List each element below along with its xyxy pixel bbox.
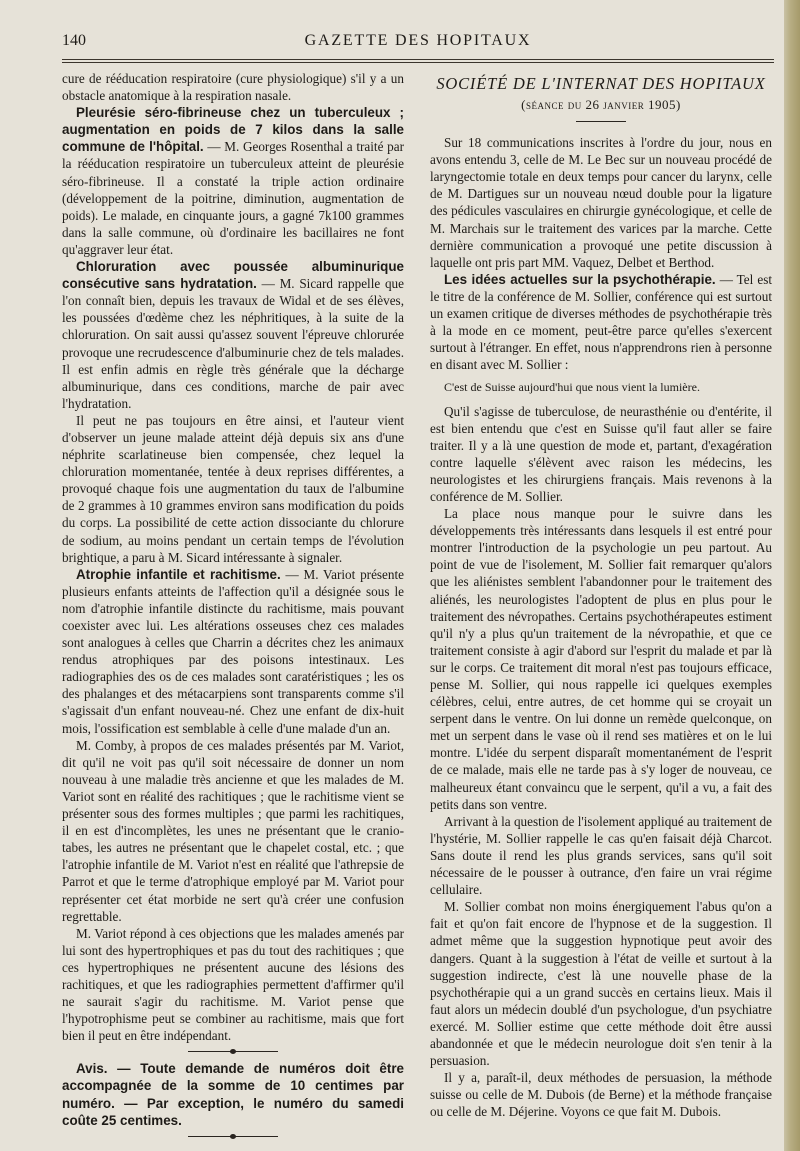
society-title: SOCIÉTÉ DE L'INTERNAT DES HOPITAUX [436, 74, 766, 93]
paragraph [62, 737, 404, 925]
paragraph [430, 505, 772, 813]
page-header [62, 26, 774, 56]
paragraph [430, 898, 772, 1069]
paragraph-text: Il y a, paraît-il, deux méthodes de persuasion, la méthode suisse ou celle de M. Dubois (de Berne) et la méthode française ou celle de M. Déjerine. Voyons ce que fait M. Dubois. [430, 1070, 772, 1120]
paragraph [62, 70, 404, 104]
paragraph-text: Qu'il s'agisse de tuberculose, de neurasthénie ou d'entérite, il est bien entendu que c'est en Suisse qu'il faut aller se faire traiter. Il y a là une question de mode et, partant, d'exagération contre laquelle s'élèvent avec raison les médecins, les neurologistes et les chirurgiens français. Mais revenons à la conférence de M. Sollier. [430, 403, 772, 504]
left-column [62, 70, 404, 1145]
paragraph [62, 104, 404, 258]
page-edge [784, 0, 800, 1151]
header-rule [62, 59, 774, 60]
header-rule [62, 62, 774, 63]
paragraph [62, 412, 404, 566]
paragraph-text: — M. Variot présente plusieurs enfants atteints de l'affection qu'il a désignée sous le nom d'atrophie infantile distincte du rachitisme, mais pouvant coexister avec lui. Les altérations osseuses chez ces malades sont analogues à celles que Charrin a décrites chez les animaux rendus atrophiques par des poisons intestinaux. Les radiographies des os de ces malades sont caratéristiques ; les os des phalanges et des métacarpiens sont transparents comme s'il s'agissait d'un enfant nouveau-né. Chez une enfant de dix-huit mois, l'ossification est semblable à celle d'une malade d'un an. [62, 566, 405, 736]
paragraph-text: Il peut ne pas toujours en être ainsi, et l'auteur vient d'observer un jeune malade atteint déjà depuis six ans d'une néphrite scarlatineuse bien compensée, chez lequel la chloruration momentanée, tentée à deux reprises différentes, a provoqué chaque fois une augmentation du taux de l'albumine de 2 grammes à 10 grammes environ sans modification du poids du corps. La possibilité de cette action dissociante du chlorure de sodium, au moins pendant un certain temps de l'évolution brightique, a paru à M. Sicard intéressante à signaler. [62, 412, 404, 565]
quotation: C'est de Suisse aujourd'hui que nous vient la lumière. [444, 380, 700, 395]
paragraph-text: — Tel est le titre de la conférence de M. Sollier, conférence qui est surtout un examen critique de diverses méthodes de psychothérapie très à la mode en ce moment, peut-être parce qu'elles s'exercent surtout à l'étranger. En effet, nous n'apprendrons rien à personne en disant avec M. Sollier : [430, 271, 773, 373]
paragraph [430, 134, 772, 271]
paragraph-text: Sur 18 communications inscrites à l'ordre du jour, nous en avons entendu 3, celle de M. Le Bec sur un nouveau procédé de laryngectomie totale en deux temps pour cancer du larynx, celle de M. Dartigues sur un nouveau nœud double pour la ligature des pédicules vasculaires en chirurgie gynécologique, et celle de M. Marchais sur le traitement des varices par la marche. Cette dernière communication a provoqué une petite discussion à laquelle ont pris part MM. Vaquez, Delbet et Berthod. [430, 135, 772, 270]
paragraph [430, 403, 772, 506]
paragraph-text: M. Comby, à propos de ces malades présentés par M. Variot, dit qu'il ne voit pas qu'il soit nécessaire de donner un nom nouveau à une maladie très ancienne et que les malades de M. Variot sont en réalité des rachitiques ; que le rachitisme vient se présenter sous des formes multiples ; que parmi les rachitiques, il en est d'incomplètes, les unes ne présentant que le cranio-tabes, les autres ne présentant que le chapelet costal, etc. ; que l'atrophie infantile de M. Variot n'est en réalité que l'athrepsie de Parrot et que le terme d'atrophique employé par M. Variot pour représenter cet état morbide ne sert qu'à créer une confusion regrettable. [62, 737, 404, 924]
paragraph [62, 566, 404, 737]
paragraph-text: Avis. — Toute demande de numéros doit être accompagnée de la somme de 10 centimes par numéro. — Par exception, le numéro du samedi coûte 25 centimes. [62, 1061, 404, 1128]
running-title: GAZETTE DES HOPITAUX [304, 32, 532, 49]
paragraph-text: M. Sollier combat non moins énergiquement l'abus qu'on a fait et qu'on fait encore de l'hypnose et de la suggestion. Il admet même que la suggestion hypnotique peut avoir des dangers. Quant à la suggestion à l'état de veille et surtout à la suggestion indirecte, c'est là une nouvelle phase de la psychothérapie qui a un grand succès en certains lieux. Mais il faut alors un médecin doublé d'un psychologue, d'un psychiatre exercé. M. Sollier estime que cette méthode doit être aussi abandonnée et que le médecin neurologue doit s'en tenir à la persuasion. [430, 899, 772, 1069]
section-heading: Pleurésie séro-fibrineuse chez un tuberculeux ; augmentation en poids de 7 kilos dans la salle commune de l'hôpital. [62, 105, 404, 155]
section-heading: Les idées actuelles sur la psychothérapie. [444, 271, 716, 287]
right-column [430, 70, 772, 1120]
right-column-body [430, 134, 772, 1120]
paragraph [62, 925, 404, 1045]
section-heading: Chloruration avec poussée albuminurique consécutive sans hydratation. [62, 259, 404, 292]
paragraph [62, 258, 404, 412]
paragraph-text: — M. Sicard rappelle que l'on connaît bien, depuis les travaux de Widal et de ses élèves, les poussées d'œdème chez les néphritiques, à la suite de la chloruration. On sait aussi qu'assez souvent l'épreuve chlorurée provoque une recrudescence d'albuminurie chez de tels malades. Il est enfin admis en règle très générale que la décharge albuminurique, dans ces conditions, marche de pair avec l'hydratation. [62, 276, 405, 411]
paragraph [430, 271, 772, 374]
paragraph-text: M. Variot répond à ces objections que les malades amenés par lui sont des hypertrophiques et pas du tout des rachitiques ; que ces hypertrophiques ne présentent aucune des lésions des rachitiques, et que les radiographies permettent d'affirmer qu'il ne saurait s'agir du rachitisme. M. Variot pense que l'hypotrophisme peut se combiner au rachitisme, mais que fort bien il peut en être indépendant. [62, 925, 404, 1044]
section-heading: Atrophie infantile et rachitisme. [76, 566, 281, 582]
paragraph-text: cure de rééducation respiratoire (cure physiologique) s'il y a un obstacle anatomique à la respiration nasale. [62, 71, 404, 104]
page-number: 140 [62, 32, 86, 49]
paragraph-text: — M. Georges Rosenthal a traité par la rééducation respiratoire un tuberculeux atteint de pleurésie séro-fibrineuse. Il a constaté la triple action ordinaire (développement de la poitrine, diminution, augmentation de poids). Le malade, en cinquante jours, a gagné 7k100 grammes dans la salle commune, où d'ordinaire les bacillaires ne font qu'aggraver leur état. [62, 139, 404, 257]
paragraph-text: Arrivant à la question de l'isolement appliqué au traitement de l'hystérie, M. Sollier rappelle le cas qu'en faisait déjà Charcot. Sans doute il rend les plus grands services, sans qu'il soit nécessaire de le pousser à outrance, d'en faire un vrai régime cellulaire. [430, 813, 772, 898]
title-rule [576, 121, 626, 122]
paragraph [430, 1069, 772, 1120]
paragraph [430, 813, 772, 898]
separator-ornament [188, 1051, 278, 1052]
separator-ornament [188, 1136, 278, 1137]
session-date: (séance du 26 janvier 1905) [521, 97, 681, 112]
paragraph [62, 1060, 404, 1128]
paragraph-text: La place nous manque pour le suivre dans les développements très intéressants dans lesquels il est entré pour montrer l'introduction de la psychologie un peu partout. Au point de vue de l'isolement, M. Sollier fait remarquer qu'alors que les aliénistes semblent l'abandonner pour le traitement des aliénés, les neurologistes l'adoptent de plus en plus pour le traitement des névropathes. Certains psychothérapeutes estiment qu'il n'y a plus qu'un traitement de la névropathie, et que ce traitement consiste à agir d'abord sur l'esprit du malade et par là sur le corps. Ce traitement dit moral n'est pas toujours efficace, pense M. Sollier, qui nous rappelle ici quelques exemples célèbres, celui, entre autres, de cet homme qui se croyait un serpent dans le ventre. On lui donne un remède quelconque, on met un serpent dans le vase où il rend ses matières et on le lui montre. L'idée du serpent disparaît momentanément de l'esprit de ce malade, mais elle ne tarde pas à s'y loger de nouveau, ce malheureux étant convaincu que le serpent, qu'il a vu, a fait des petits dans son ventre. [430, 506, 772, 812]
